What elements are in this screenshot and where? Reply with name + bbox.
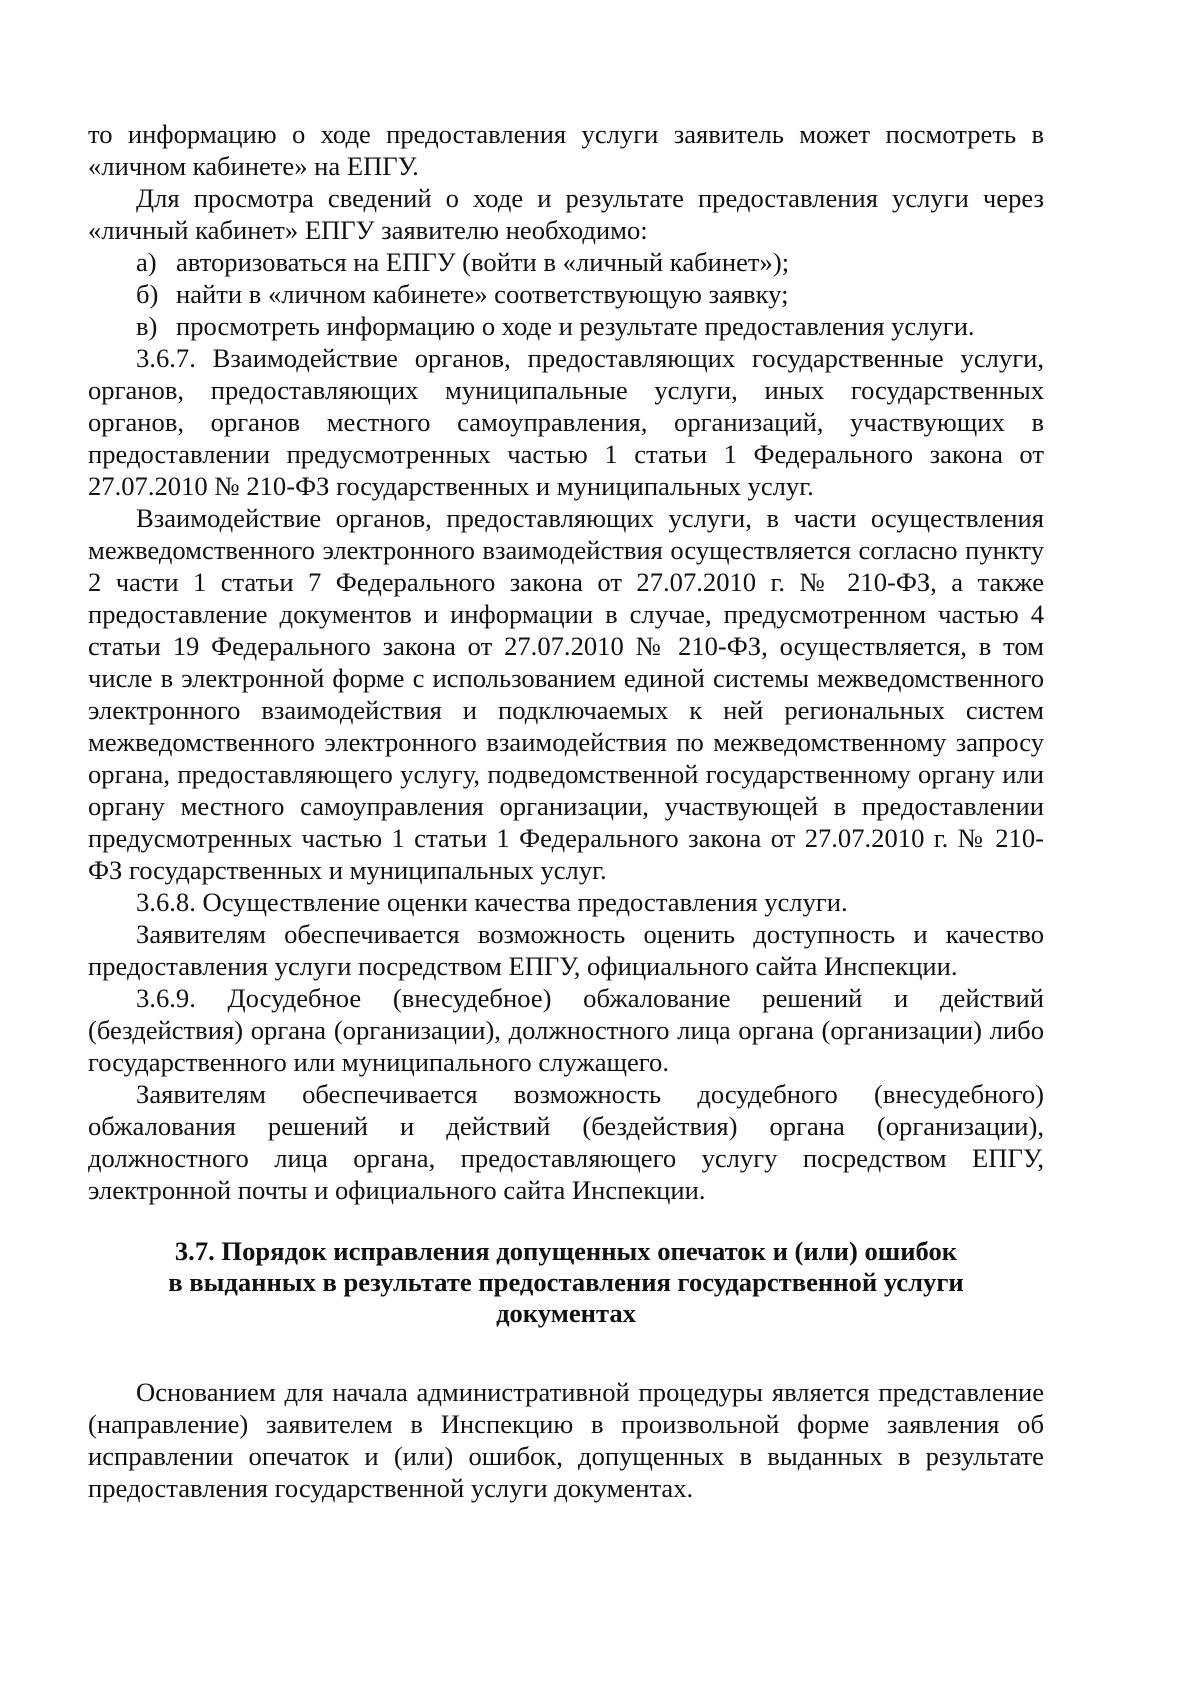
paragraph-3-6-7: 3.6.7. Взаимодействие органов, предоставляющих государственные услуги, органов, предоставляющих муниципальные услуги, иных государственных органов, органов местного самоуправления, организаций, участвующих в предоставлении предусмотренных частью 1 статьи 1 Федерального закона от 27.07.2010 № 210-ФЗ государственных и муниципальных услуг. xyxy=(88,343,1044,501)
paragraph-continuation: то информацию о ходе предоставления услуги заявитель может посмотреть в «личном кабинете» на ЕПГУ. xyxy=(88,119,1044,181)
spacer xyxy=(88,1329,1044,1376)
list-item-text: авторизоваться на ЕПГУ (войти в «личный кабинет»); xyxy=(176,247,790,277)
document-page xyxy=(88,118,1044,1504)
list-marker: в) xyxy=(136,311,158,341)
list-marker: б) xyxy=(136,279,159,309)
heading-line: 3.7. Порядок исправления допущенных опечаток и (или) ошибок xyxy=(174,1236,958,1266)
section-heading-3-7 xyxy=(88,1236,1044,1329)
heading-line: документах xyxy=(496,1298,636,1328)
paragraph-procedure-basis: Основанием для начала административной процедуры является представление (направление) заявителем в Инспекцию в произвольной форме заявления об исправлении опечаток и (или) ошибок, допущенных в выданных в результате предоставления государственной услуги документах. xyxy=(88,1377,1044,1503)
list-item xyxy=(88,310,1044,342)
paragraph-view-info: Для просмотра сведений о ходе и результате предоставления услуги через «личный кабинет» ЕПГУ заявителю необходимо: xyxy=(88,183,1044,245)
list-item-text: просмотреть информацию о ходе и результате предоставления услуги. xyxy=(176,311,975,341)
list-item xyxy=(88,246,1044,278)
paragraph-appeal: Заявителям обеспечивается возможность досудебного (внесудебного) обжалования решений и действий (бездействия) органа (организации), должностного лица органа, предоставляющего услугу посредством ЕПГУ, электронной почты и официального сайта Инспекции. xyxy=(88,1079,1044,1205)
list-marker: а) xyxy=(136,247,157,277)
paragraph-3-6-8: 3.6.8. Осуществление оценки качества предоставления услуги. xyxy=(136,887,848,917)
paragraph-interaction: Взаимодействие органов, предоставляющих услуги, в части осуществления межведомственного электронного взаимодействия осуществляется согласно пункту 2 части 1 статьи 7 Федерального закона от 27.07.2010 г. № 210-ФЗ, а также предоставление документов и информации в случае, предусмотренном частью 4 статьи 19 Федерального закона от 27.07.2010 № 210-ФЗ, осуществляется, в том числе в электронной форме с использованием единой системы межведомственного электронного взаимодействия и подключаемых к ней региональных систем межведомственного электронного взаимодействия по межведомственному запросу органа, предоставляющего услугу, подведомственной государственному органу или органу местного самоуправления организации, участвующей в предоставлении предусмотренных частью 1 статьи 1 Федерального закона от 27.07.2010 г. № 210-ФЗ государственных и муниципальных услуг. xyxy=(88,503,1044,885)
paragraph-3-6-9: 3.6.9. Досудебное (внесудебное) обжалование решений и действий (бездействия) органа (организации), должностного лица органа (организации) либо государственного или муниципального служащего. xyxy=(88,983,1044,1077)
paragraph-quality: Заявителям обеспечивается возможность оценить доступность и качество предоставления услуги посредством ЕПГУ, официального сайта Инспекции. xyxy=(88,919,1044,981)
heading-line: в выданных в результате предоставления государственной услуги xyxy=(168,1267,964,1297)
list-item-text: найти в «личном кабинете» соответствующую заявку; xyxy=(176,279,789,309)
list-item xyxy=(88,278,1044,310)
